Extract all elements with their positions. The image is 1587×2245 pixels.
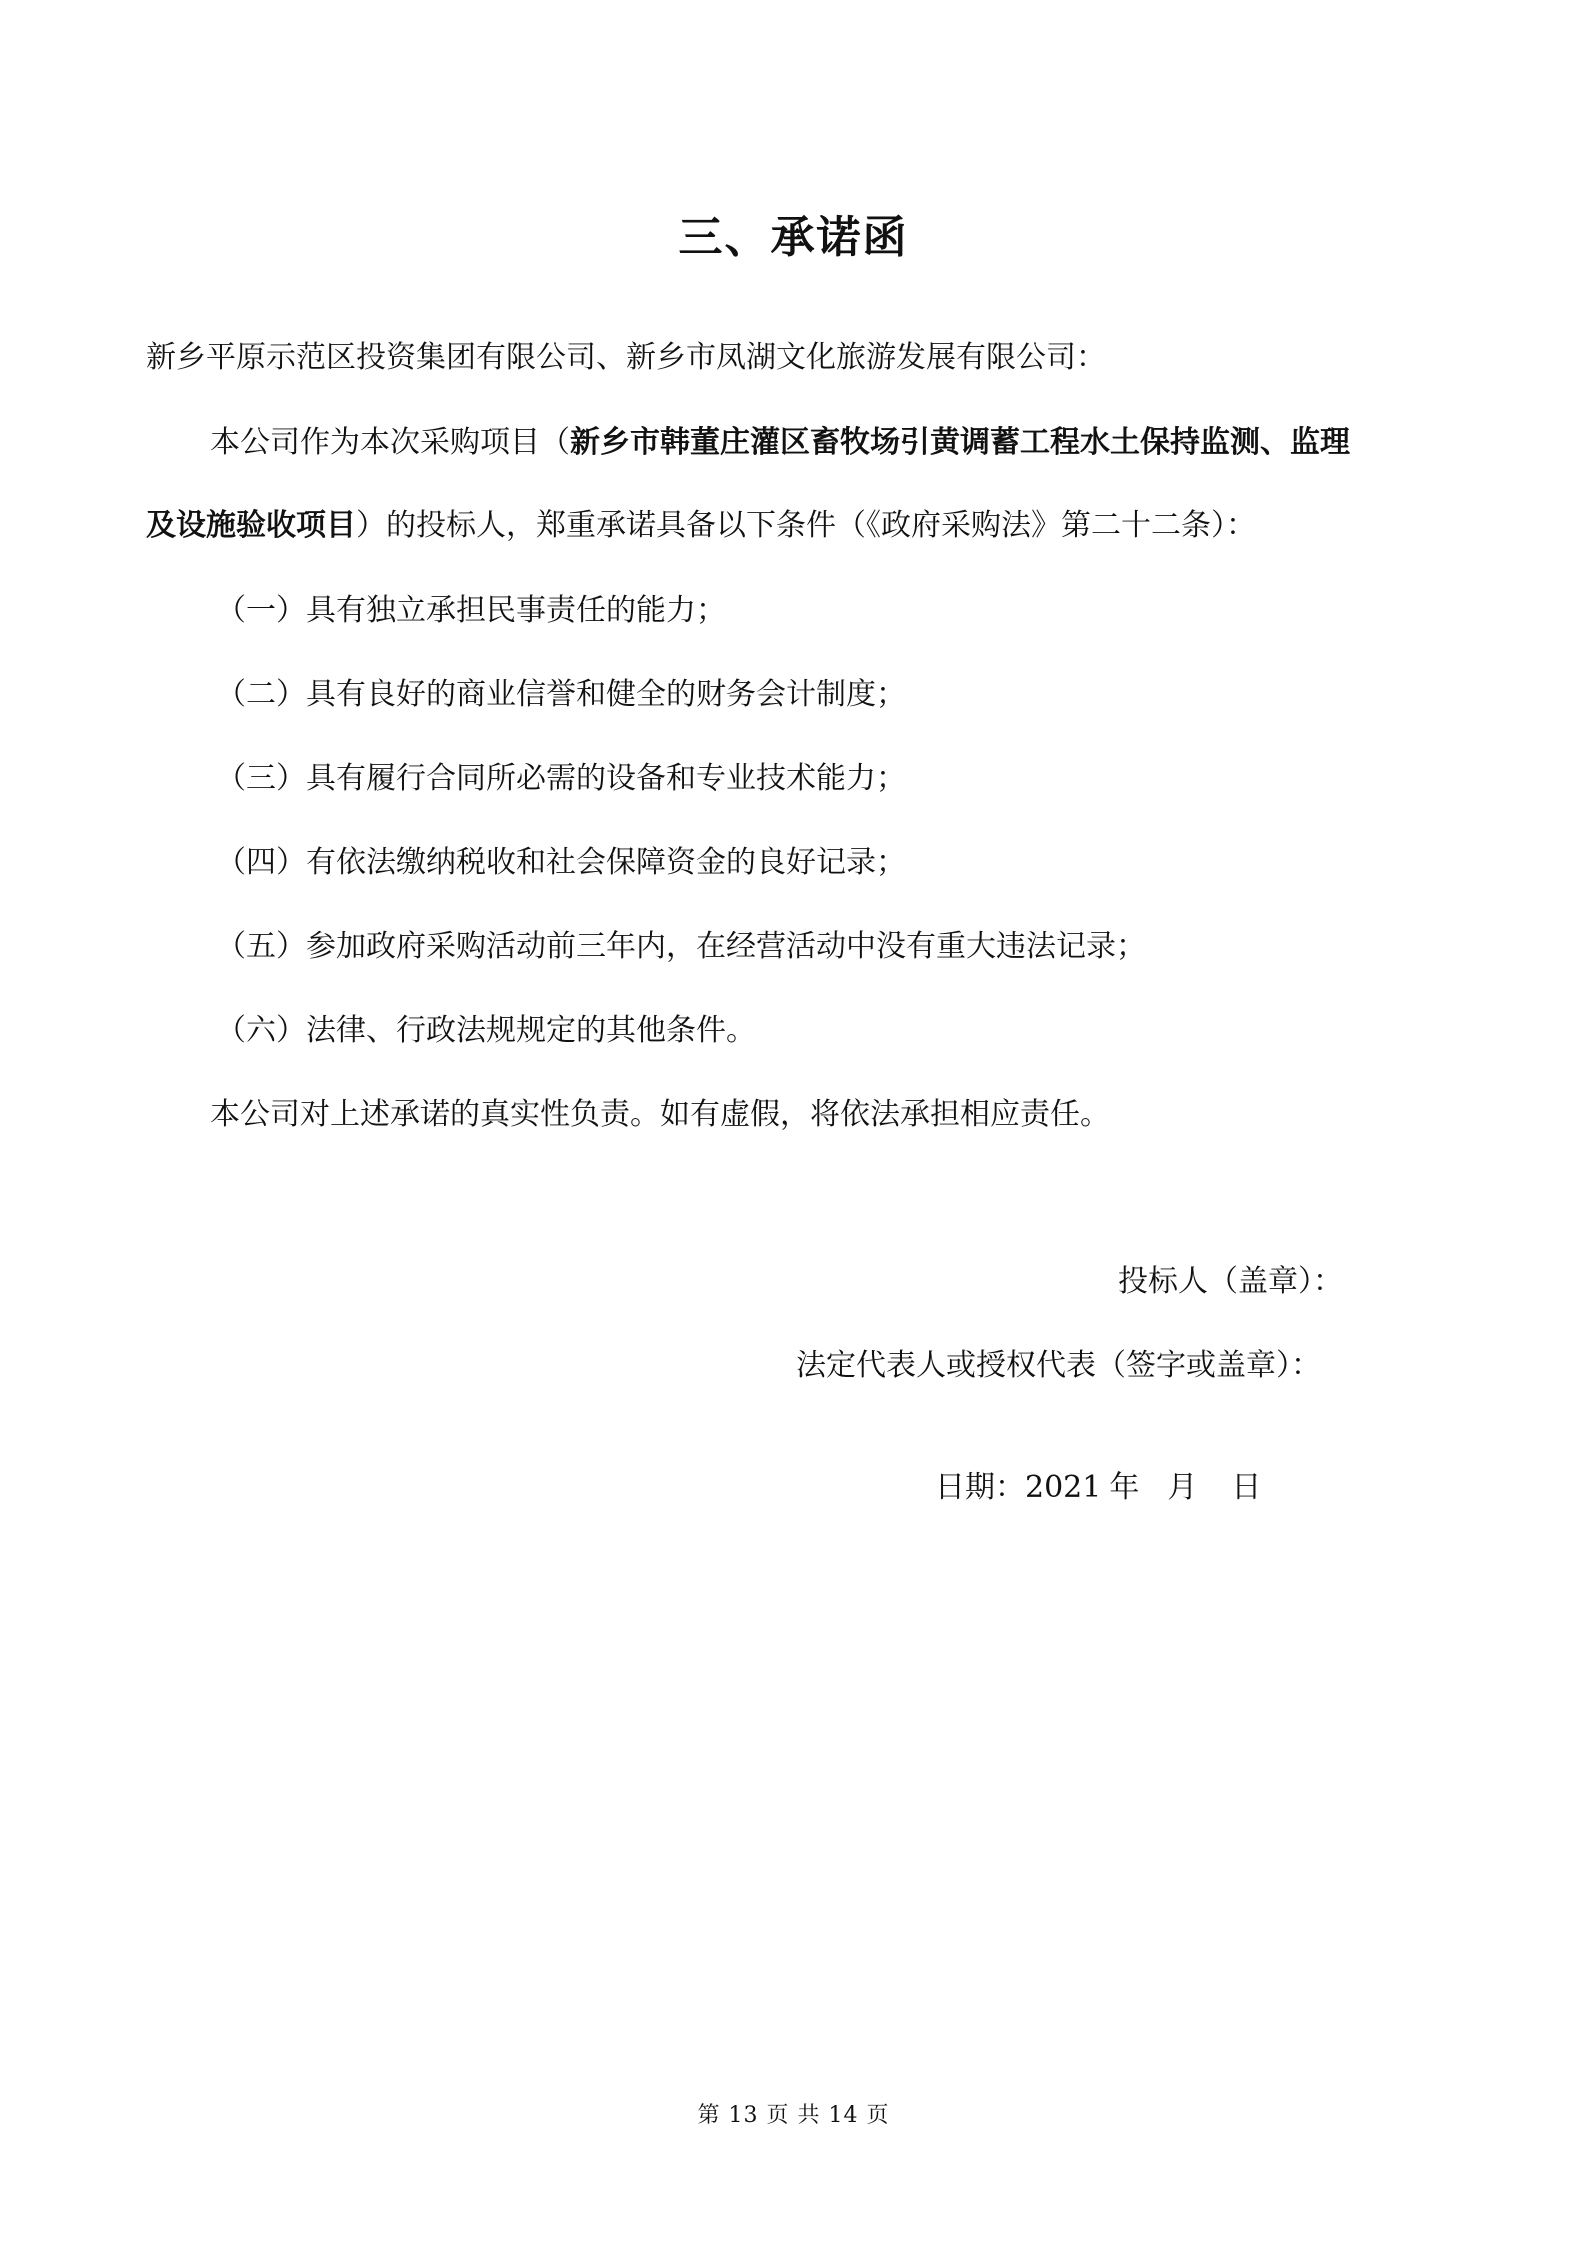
condition-item: （一）具有独立承担民事责任的能力； — [216, 593, 726, 628]
condition-item: （五）参加政府采购活动前三年内，在经营活动中没有重大违法记录； — [216, 929, 1146, 964]
date-label: 日期：2021 — [935, 1470, 1102, 1505]
project-name-part2: 及设施验收项目 — [146, 508, 356, 543]
page-number-footer: 第 13 页 共 14 页 — [697, 2103, 890, 2128]
bidder-seal-line: 投标人（盖章）： — [1118, 1264, 1343, 1299]
condition-item: （二）具有良好的商业信誉和健全的财务会计制度； — [216, 677, 906, 712]
closing-statement: 本公司对上述承诺的真实性负责。如有虚假，将依法承担相应责任。 — [210, 1097, 1110, 1132]
intro-suffix: ）的投标人，郑重承诺具备以下条件（《政府采购法》第二十二条）： — [356, 508, 1256, 543]
salutation: 新乡平原示范区投资集团有限公司、新乡市凤湖文化旅游发展有限公司： — [146, 340, 1106, 375]
date-day: 日 — [1231, 1470, 1262, 1505]
date-year: 年 — [1109, 1470, 1140, 1505]
project-name-part1: 新乡市韩董庄灌区畜牧场引黄调蓄工程水土保持监测、监理 — [570, 425, 1350, 460]
representative-signature-line: 法定代表人或授权代表（签字或盖章）： — [796, 1348, 1321, 1383]
page-title: 三、承诺函 — [678, 212, 909, 263]
intro-paragraph-line2 — [146, 506, 1446, 546]
condition-item: （三）具有履行合同所必需的设备和专业技术能力； — [216, 761, 906, 796]
condition-item: （六）法律、行政法规规定的其他条件。 — [216, 1013, 756, 1048]
intro-paragraph-line1 — [210, 423, 1510, 463]
date-month: 月 — [1167, 1470, 1198, 1505]
condition-item: （四）有依法缴纳税收和社会保障资金的良好记录； — [216, 845, 906, 880]
intro-prefix: 本公司作为本次采购项目（ — [210, 425, 570, 460]
date-line — [935, 1468, 1261, 1508]
